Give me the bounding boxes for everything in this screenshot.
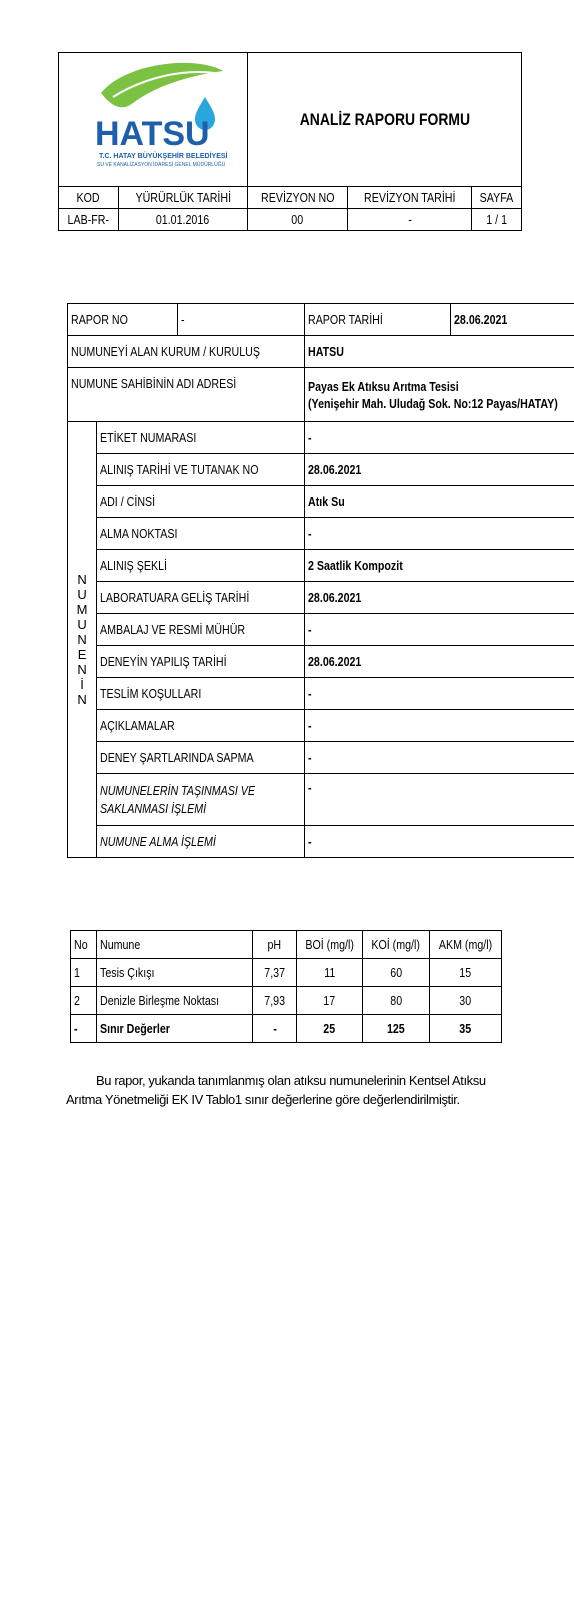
- row-value: -: [305, 678, 574, 710]
- header-koi: KOİ (mg/l): [363, 931, 429, 959]
- row-label: AÇIKLAMALAR: [97, 710, 305, 742]
- kurum-label: NUMUNEYİ ALAN KURUM / KURULUŞ: [68, 336, 305, 368]
- cell-boi: 17: [297, 987, 363, 1015]
- row-value: 28.06.2021: [305, 582, 574, 614]
- tasima-value: -: [305, 774, 574, 826]
- svg-text:HATSU: HATSU: [94, 115, 210, 153]
- header-no: No: [71, 931, 97, 959]
- row-label: AMBALAJ VE RESMİ MÜHÜR: [97, 614, 305, 646]
- cell-numune: Tesis Çıkışı: [96, 959, 253, 987]
- cell-no: 2: [71, 987, 97, 1015]
- cell-koi: 60: [363, 959, 429, 987]
- val-sayfa: 1 / 1: [471, 209, 521, 231]
- row-label: TESLİM KOŞULLARI: [97, 678, 305, 710]
- val-kod: LAB-FR-: [59, 209, 119, 231]
- row-label: ETİKET NUMARASI: [97, 422, 305, 454]
- cell-boi: 11: [297, 959, 363, 987]
- results-table: [70, 930, 502, 1043]
- kurum-value: HATSU: [305, 336, 574, 368]
- header-akm: AKM (mg/l): [429, 931, 501, 959]
- row-value: 2 Saatlik Kompozit: [305, 550, 574, 582]
- row-value: 28.06.2021: [305, 646, 574, 678]
- alma-islemi-label: NUMUNE ALMA İŞLEMİ: [97, 826, 305, 858]
- rapor-no-value: -: [178, 304, 305, 336]
- rapor-tarihi-label: RAPOR TARİHİ: [305, 304, 451, 336]
- sahibi-value: Payas Ek Atıksu Arıtma Tesisi (Yenişehir Mah. Uludağ Sok. No:12 Payas/HATAY): [305, 368, 574, 422]
- cell-akm: 30: [429, 987, 501, 1015]
- col-revizyon-tarihi: REVİZYON TARİHİ: [348, 187, 472, 209]
- col-yururluk: YÜRÜRLÜK TARİHİ: [119, 187, 248, 209]
- cell-koi: 125: [363, 1015, 429, 1043]
- val-revizyon-no: 00: [247, 209, 348, 231]
- svg-text:SU VE KANALİZASYON İDARESİ GEN: SU VE KANALİZASYON İDARESİ GENEL MÜDÜRLÜĞÜ: [96, 162, 226, 168]
- row-value: -: [305, 422, 574, 454]
- hatsu-logo: [65, 53, 241, 183]
- logo-cell: [59, 53, 248, 187]
- row-value: 28.06.2021: [305, 454, 574, 486]
- val-revizyon-tarihi: -: [348, 209, 472, 231]
- cell-akm: 15: [429, 959, 501, 987]
- row-label: ALMA NOKTASI: [97, 518, 305, 550]
- form-title: ANALİZ RAPORU FORMU: [247, 53, 521, 187]
- svg-text:T.C. HATAY BÜYÜKŞEHİR BELEDİYE: T.C. HATAY BÜYÜKŞEHİR BELEDİYESİ: [98, 153, 228, 160]
- cell-no: -: [71, 1015, 97, 1043]
- evaluation-note: Bu rapor, yukanda tanımlanmış olan atıksu numunelerinin Kentsel Atıksu Arıtma Yönetmeliği EK IV Tablo1 sınır değerlerine göre değerlendirilmiştir.: [66, 1073, 486, 1107]
- report-table: [67, 303, 574, 858]
- header-boi: BOİ (mg/l): [297, 931, 363, 959]
- cell-ph: 7,93: [253, 987, 297, 1015]
- cell-koi: 80: [363, 987, 429, 1015]
- table-row-limits: [71, 1015, 502, 1043]
- row-value: Atık Su: [305, 486, 574, 518]
- cell-no: 1: [71, 959, 97, 987]
- row-label: ADI / CİNSİ: [97, 486, 305, 518]
- col-revizyon-no: REVİZYON NO: [247, 187, 348, 209]
- cell-numune: Denizle Birleşme Noktası: [96, 987, 253, 1015]
- row-label: DENEYİN YAPILIŞ TARİHİ: [97, 646, 305, 678]
- numunenin-vertical-label: N U M U N E N İ N: [68, 422, 97, 858]
- header-numune: Numune: [96, 931, 253, 959]
- row-label: ALINIŞ ŞEKLİ: [97, 550, 305, 582]
- cell-numune: Sınır Değerler: [96, 1015, 253, 1043]
- row-value: -: [305, 614, 574, 646]
- rapor-no-label: RAPOR NO: [68, 304, 178, 336]
- cell-ph: -: [253, 1015, 297, 1043]
- rapor-tarihi-value: 28.06.2021: [451, 304, 574, 336]
- row-value: -: [305, 742, 574, 774]
- val-yururluk: 01.01.2016: [119, 209, 248, 231]
- tasima-label: NUMUNELERİN TAŞINMASI VE SAKLANMASI İŞLEMİ: [97, 774, 305, 826]
- row-label: LABORATUARA GELİŞ TARİHİ: [97, 582, 305, 614]
- table-row: [71, 987, 502, 1015]
- row-value: -: [305, 518, 574, 550]
- col-kod: KOD: [59, 187, 119, 209]
- col-sayfa: SAYFA: [471, 187, 521, 209]
- alma-islemi-value: -: [305, 826, 574, 858]
- form-header-table: [58, 52, 522, 231]
- sahibi-label: NUMUNE SAHİBİNİN ADI ADRESİ: [68, 368, 305, 422]
- header-ph: pH: [253, 931, 297, 959]
- table-row: [71, 959, 502, 987]
- cell-akm: 35: [429, 1015, 501, 1043]
- cell-boi: 25: [297, 1015, 363, 1043]
- row-value: -: [305, 710, 574, 742]
- cell-ph: 7,37: [253, 959, 297, 987]
- row-label: ALINIŞ TARİHİ VE TUTANAK NO: [97, 454, 305, 486]
- row-label: DENEY ŞARTLARINDA SAPMA: [97, 742, 305, 774]
